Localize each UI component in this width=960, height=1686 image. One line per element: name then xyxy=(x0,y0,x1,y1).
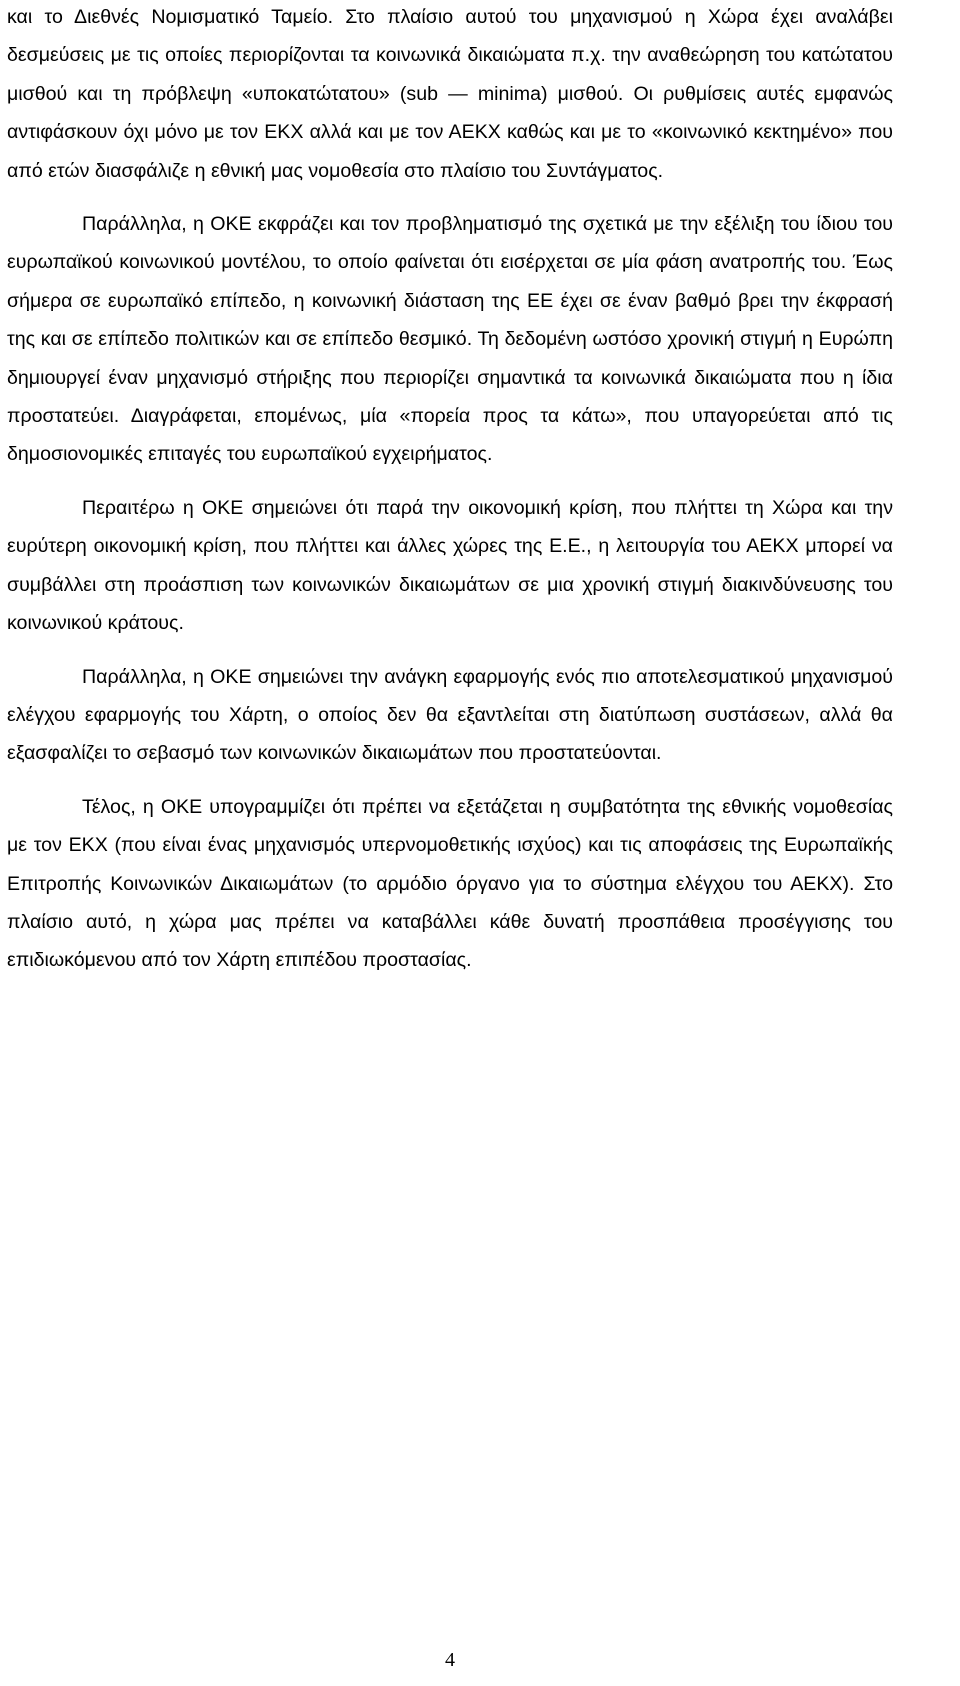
paragraph-continuation: και το Διεθνές Νομισματικό Ταμείο. Στο πλαίσιο αυτού του μηχανισμού η Χώρα έχει αναλάβει δεσμεύσεις με τις οποίες περιορίζονται τα κοινωνικά δικαιώματα π.χ. την αναθεώρηση του κατώτατου μισθού και τη πρόβλεψη «υποκατώτατου» (sub — minima) μισθού. Οι ρυθμίσεις αυτές εμφανώς αντιφάσκουν όχι μόνο με τον ΕΚΧ αλλά και με τον ΑΕΚΧ καθώς και με το «κοινωνικό κεκτημένο» που από ετών διασφάλιζε η εθνική μας νομοθεσία στο πλαίσιο του Συντάγματος. xyxy=(7,6,893,182)
document-page xyxy=(7,0,893,980)
paragraph-conclusion: Τέλος, η ΟΚΕ υπογραμμίζει ότι πρέπει να εξετάζεται η συμβατότητα της εθνικής νομοθεσίας με τον ΕΚΧ (που είναι ένας μηχανισμός υπερνομοθετικής ισχύος) και τις αποφάσεις της Ευρωπαϊκής Επιτροπής Κοινωνικών Δικαιωμάτων (το αρμόδιο όργανο για το σύστημα ελέγχου του ΑΕΚΧ). Στο πλαίσιο αυτό, η χώρα μας πρέπει να καταβάλλει κάθε δυνατή προσπάθεια προσέγγισης του επιδιωκόμενου από τον Χάρτη επιπέδου προστασίας. xyxy=(7,795,893,972)
paragraph-european-social-model: Παράλληλα, η ΟΚΕ εκφράζει και τον προβληματισμό της σχετικά με την εξέλιξη του ίδιου του ευρωπαϊκού κοινωνικού μοντέλου, το οποίο φαίνεται ότι εισέρχεται σε μία φάση ανατροπής του. Έως σήμερα σε ευρωπαϊκό επίπεδο, η κοινωνική διάσταση της ΕΕ έχει σε έναν βαθμό βρει την έκφρασή της και σε επίπεδο πολιτικών και σε επίπεδο θεσμικό. Τη δεδομένη ωστόσο χρονική στιγμή η Ευρώπη δημιουργεί έναν μηχανισμό στήριξης που περιορίζει σημαντικά τα κοινωνικά δικαιώματα που η ίδια προστατεύει. Διαγράφεται, επομένως, μία «πορεία προς τα κάτω», που υπαγορεύεται από τις δημοσιονομικές επιταγές του ευρωπαϊκού εγχειρήματος. xyxy=(7,213,893,466)
page-number: 4 xyxy=(445,1649,455,1671)
paragraph-economic-crisis: Περαιτέρω η ΟΚΕ σημειώνει ότι παρά την οικονομική κρίση, που πλήττει τη Χώρα και την ευρύτερη οικονομική κρίση, που πλήττει και άλλες χώρες της Ε.Ε., η λειτουργία του ΑΕΚΧ μπορεί να συμβάλλει στη προάσπιση των κοινωνικών δικαιωμάτων σε μια χρονική στιγμή διακινδύνευσης του κοινωνικού κράτους. xyxy=(7,496,893,635)
paragraph-control-mechanism: Παράλληλα, η ΟΚΕ σημειώνει την ανάγκη εφαρμογής ενός πιο αποτελεσματικού μηχανισμού ελέγχου εφαρμογής του Χάρτη, ο οποίος δεν θα εξαντλείται στη διατύπωση συστάσεων, αλλά θα εξασφαλίζει το σεβασμό των κοινωνικών δικαιωμάτων που προστατεύονται. xyxy=(7,665,893,765)
